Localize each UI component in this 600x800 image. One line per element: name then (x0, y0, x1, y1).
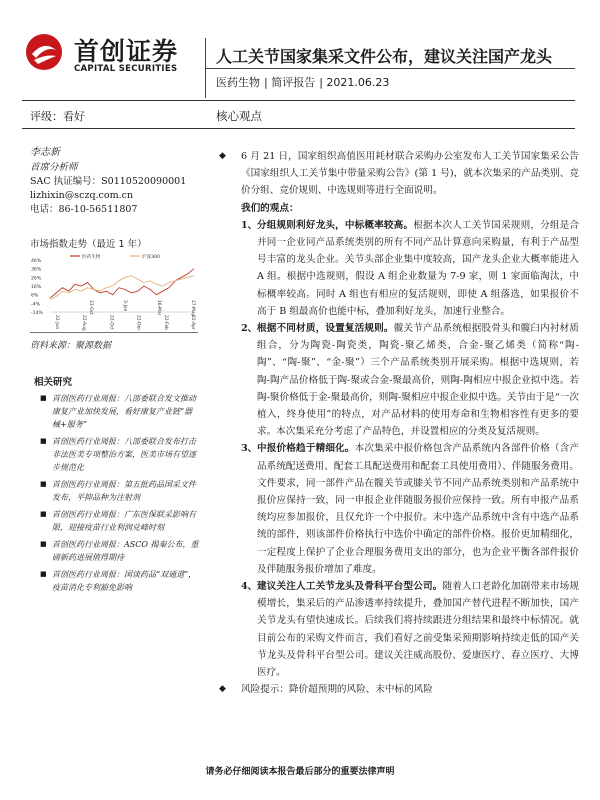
rating (30, 108, 85, 124)
y-tick-label: 6% (31, 293, 39, 299)
view-point (217, 217, 579, 320)
view-point (217, 440, 579, 578)
brand-logo (22, 30, 202, 80)
report-title: 人工关节国家集采文件公布，建议关注国产龙头 (216, 47, 553, 66)
view-point-body: 髋关节产品系统根据股骨头和髋臼内衬材质组合，分为陶瓷-陶瓷类，陶瓷-聚乙烯类，合金-聚乙烯类（简称“陶-陶”、“陶-聚”、“金-聚”）三个产品系统类别开展采购。根据中选规则，若陶-陶产品价格低于陶-聚或合金-聚最高价，则陶-陶相应中报企业拟中选。若陶-聚价格低于金-聚最高价，则陶-聚相应中报企业拟中选。关节由于是“一次植入，终身使用”的特点，对产品材料的使用寿命和生物相容性有更多的要求。本次集采充分考虑了产品特色，并设置相应的分类及复活规则。 (257, 323, 580, 438)
analyst-card (30, 145, 198, 217)
view-title: 我们的观点： (241, 202, 299, 214)
view-point-heading: 建议关注人工关节龙头及骨科平台型公司。 (257, 581, 443, 593)
analyst-sac: SAC 执证编号：S0110520090001 (30, 176, 187, 187)
view-point-body: 随着人口老龄化加剧带来市场规模增长，集采后的产品渗透率持续提升，叠加国产替代进程不断加快，国产关节龙头有望快速成长。后续我们将持续跟进分组结果和最终中标情况。就目前公布的采购文件而言，我们看好之前受集采预期影响持续走低的国产关节龙头及骨科平台型公司。建议关注威高股份、爱康医疗、春立医疗、大博医疗。 (257, 581, 580, 679)
legend-label: 沪深300 (142, 255, 160, 260)
related-research-item[interactable]: ■ 首创医药行业周报：第五批药品国采文件发布，平抑品种为注射剂 (40, 478, 200, 504)
view-point-body: 根据本次人工关节国采规则，分组是合并同一企业同产品系统类别的所有不同产品计算意向采购量，有利于产品型号丰富的龙头企业。关节头部企业集中度较高，国产龙头企业大概率能进入 A 组。根据中选规则，假设 A 组企业数量为 7-9 家，则 1 家面临淘汰，中标概率较高。同时 A 组也有相应的复活规则，即使 A 组落选，如果报价不高于 B 组最高价也能中标，叠加利好龙头，加速行业整合。 (257, 219, 579, 317)
view-point (217, 578, 579, 681)
chart-source: 资料来源：聚源数据 (30, 341, 112, 351)
core-views-title: 核心观点 (216, 109, 262, 123)
chart-title: 市场指数走势（最近 1 年） (30, 239, 147, 250)
report-type: 简评报告 (271, 76, 316, 89)
y-tick-label: 26% (31, 276, 42, 282)
x-date-label: 16-Mar (156, 300, 161, 316)
analyst-email[interactable]: lizhixin@sczq.com.cn (30, 190, 134, 201)
view-point-number: 1、 (241, 219, 258, 231)
capital-securities-logo-icon (24, 32, 64, 72)
core-views (217, 148, 579, 699)
x-tick-label: 22-Dec (135, 315, 141, 331)
view-point-heading: 根据不同材质，设置复活规则。 (257, 323, 394, 335)
y-tick-label: -4% (31, 302, 40, 308)
intro-paragraph: ◆ 6 月 21 日，国家组织高值医用耗材联合采购办公室发布人工关节国家集采公告《国家组织人工关节集中带量采购公告》(第 1 号)，就本次集采的产品类别、竞价分组、竞价规则、中选规则等进行全面说明。 (217, 148, 579, 200)
report-meta: 医药生物 | 简评报告 | 2021.06.23 (216, 76, 390, 89)
related-research-item[interactable]: ■ 首创医药行业周报：ASCO 揭秦公布，重磅新药进展值得期待 (40, 538, 200, 564)
y-tick-label: 36% (31, 267, 42, 273)
report-sector: 医药生物 (216, 76, 260, 89)
view-point-heading: 分组规则利好龙头，中标概率较高。 (257, 219, 414, 231)
market-index-chart (30, 250, 198, 334)
analyst-role: 首席分析师 (30, 162, 78, 173)
x-tick-label: 22-Oct (108, 315, 114, 330)
related-research-item[interactable]: ■ 首创医药行业周报：八部委联合发布打击非法医美专项整治方案，医美市场有望逐步规范化 (40, 435, 200, 474)
rating-value: 看好 (63, 110, 85, 123)
chart-rule (30, 332, 198, 333)
rating-label: 评级： (30, 110, 63, 123)
y-tick-label: 16% (31, 285, 42, 290)
related-research-title: 相关研究 (34, 377, 73, 388)
view-points (217, 217, 579, 681)
related-research-item[interactable]: ■ 首创医药行业周报：广东医保联采影响有限，迎接疫苗行业利润兑峰时刻 (40, 508, 200, 534)
x-date-label: 3-Jan (122, 300, 127, 312)
header-rule (205, 68, 575, 69)
view-point-number: 4、 (241, 581, 258, 593)
related-research-item[interactable]: ■ 首创医药行业周报：国谈药品“双通道”，疫苗消化专利豁免影响 (40, 568, 200, 594)
legal-footer: 请务必仔细阅读本报告最后部分的重要法律声明 (205, 767, 395, 777)
view-point-body: 本次集采中报价格包含产品系统内各部件价格（含产品系统配送费用、配套工具配送费用和配套工具使用费用）、伴随服务费用。文件要求，同一部件产品在髋关节或膝关节不同产品系统类别和产品系统中报价应保持一致，同一申报企业伴随服务报价应保持一致。所有申报产品系统均应参加报价，且仅允许一个中报价。未中选产品系统中含有中选产品系统的部件，则该部件价格执行中选价中确定的部件价格。报价更加精细化，一定程度上保护了企业合理服务费用支出的部分，也为企业平衡各部件报价及伴随服务报价增加了难度。 (257, 443, 580, 575)
brand-name-en: CAPITAL SECURITIES (74, 64, 178, 74)
section-rule (22, 128, 575, 129)
related-research-item[interactable]: ■ 首创医药行业周报：八部委联合发文推动康复产业加快发展，看好康复产业链“器械+服务” (40, 392, 200, 431)
report-date: 2021.06.23 (326, 76, 390, 89)
legend-label: 医药生物 (82, 255, 101, 260)
series-line-0 (50, 269, 194, 298)
x-tick-label: 22-Apr (190, 315, 195, 330)
risk-warning: ◆ 风险提示：降价超预期的风险、未中标的风险 (217, 681, 579, 698)
view-point-number: 3、 (241, 443, 258, 455)
brand-name-cn: 首创证券 (74, 37, 179, 66)
top-rule (22, 100, 575, 101)
view-point-number: 2、 (241, 323, 258, 335)
x-tick-label: 22-Feb (162, 315, 168, 330)
x-date-label: 27-May (190, 300, 195, 317)
x-tick-label: 22-Aug (81, 315, 87, 331)
y-tick-label: 46% (31, 259, 42, 264)
related-research-list (40, 392, 200, 598)
view-point (217, 320, 579, 440)
x-tick-label: 22-Jun (54, 315, 59, 330)
x-date-label: 23-Oct (88, 300, 93, 315)
y-tick-label: -14% (31, 311, 43, 316)
analyst-name: 李志新 (30, 147, 60, 158)
analyst-phone: 电话：86-10-56511807 (30, 204, 138, 215)
view-point-heading: 中报价格趋于精细化。 (257, 443, 355, 455)
